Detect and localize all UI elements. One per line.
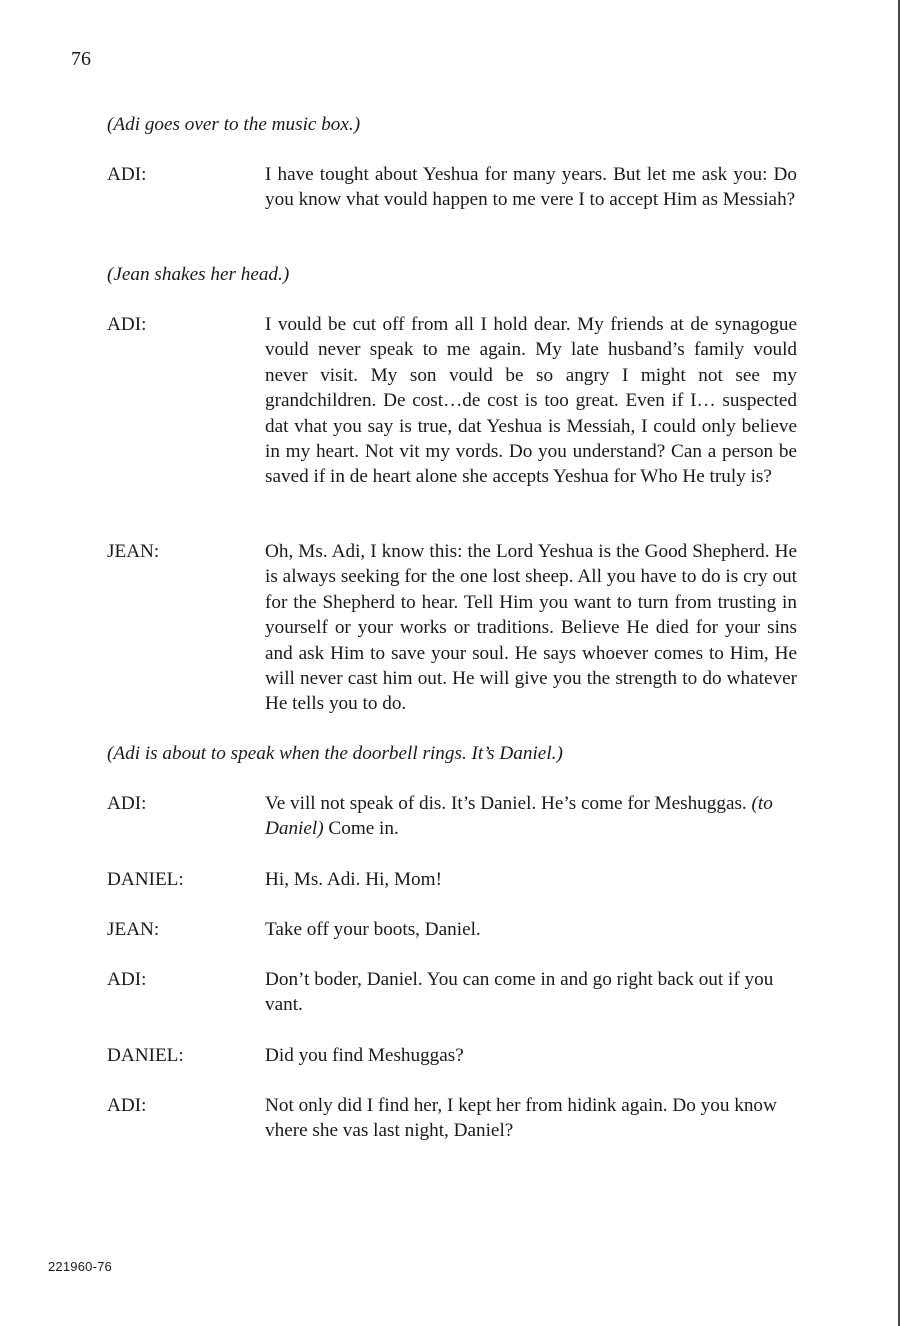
- speaker-name: ADI:: [107, 793, 147, 814]
- stage-direction: (Adi is about to speak when the doorbell rings. It’s Daniel.): [107, 743, 563, 764]
- speech-text: Take off your boots, Daniel.: [265, 919, 481, 940]
- speech-text: Oh, Ms. Adi, I know this: the Lord Yeshua is the Good Shepherd. He is always seeking for the one lost sheep. All you have to do is cry out for the Shepherd to hear. Tell Him you want to turn from trusting in yourself or your works or traditions. Believe He died for your sins and ask Him to save your soul. He says whoever comes to Him, He will never cast him out. He will give you the strength to do whatever He tells you to do.: [265, 541, 797, 715]
- speech-text: I have tought about Yeshua for many years. But let me ask you: Do you know vhat vould happen to me vere I to accept Him as Messiah?: [265, 164, 797, 211]
- speaker-name: ADI:: [107, 1095, 147, 1116]
- speaker-name: ADI:: [107, 164, 147, 185]
- speech-text: Don’t boder, Daniel. You can come in and go right back out if you vant.: [265, 969, 774, 1016]
- footer-code: 221960-76: [48, 1259, 112, 1274]
- stage-direction: (Adi goes over to the music box.): [107, 114, 361, 135]
- speaker-name: JEAN:: [107, 919, 160, 940]
- inline-stage-direction: (to Daniel): [265, 793, 773, 840]
- speech-text: I vould be cut off from all I hold dear. My friends at de synagogue vould never speak to me again. My late husband’s family vould never visit. My son vould be so angry I might not see my grandchildren. De cost…de cost is too great. Even if I… suspected dat vhat you say is true, dat Yeshua is Messiah, I could only believe in my heart. Not vit my vords. Do you understand? Can a person be saved if in de heart alone she accepts Yeshua for Who He truly is?: [265, 314, 797, 488]
- speech-part: Come in.: [328, 818, 399, 840]
- speaker-name: JEAN:: [107, 541, 160, 562]
- speaker-name: DANIEL:: [107, 869, 184, 890]
- speech-text: Not only did I find her, I kept her from hidink again. Do you know vhere she vas last night, Daniel?: [265, 1095, 777, 1142]
- page-number: 76: [71, 48, 91, 70]
- speech-text: Hi, Ms. Adi. Hi, Mom!: [265, 869, 442, 890]
- speech-text: [265, 791, 797, 842]
- speaker-name: DANIEL:: [107, 1045, 184, 1066]
- speech-part: Ve vill not speak of dis. It’s Daniel. He’s come for Meshuggas.: [265, 793, 747, 814]
- speaker-name: ADI:: [107, 969, 147, 990]
- speaker-name: ADI:: [107, 314, 147, 335]
- speech-text: Did you find Meshuggas?: [265, 1045, 464, 1066]
- stage-direction: (Jean shakes her head.): [107, 264, 290, 285]
